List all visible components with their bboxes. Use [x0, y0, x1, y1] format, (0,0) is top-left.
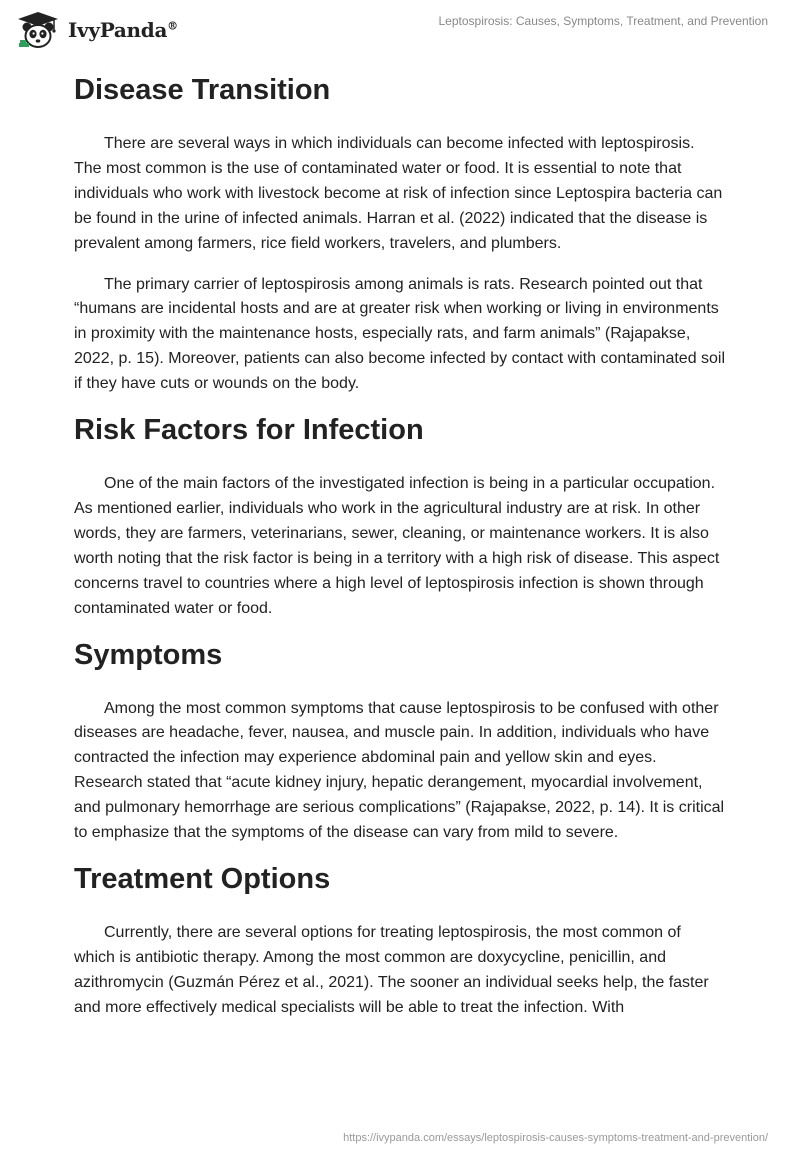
paragraph: One of the main factors of the investigated infection is being in a particular occupation. As mentioned earlier, individuals who work in the agricultural industry are at risk. In other words, they are farmers, veterinarians, sewer, cleaning, or maintenance workers. It is also worth noting that the risk factor is being in a territory with a high risk of disease. This aspect concerns travel to countries where a high level of leptospirosis infection is shown through contaminated water or food. — [74, 475, 720, 617]
section-heading: Risk Factors for Infection — [74, 414, 424, 447]
ivypanda-logo[interactable] — [14, 10, 178, 50]
section-symptoms — [74, 633, 726, 846]
source-url-link[interactable]: https://ivypanda.com/essays/leptospirosis-causes-symptoms-treatment-and-prevention/ — [343, 1132, 768, 1144]
section-heading: Symptoms — [74, 638, 223, 671]
registered-mark: ® — [167, 19, 178, 33]
paragraph: The primary carrier of leptospirosis among animals is rats. Research pointed out that “humans are incidental hosts and are at greater risk when working or living in environments in proximity with the maintenance hosts, especially rats, and farm animals” (Rajapakse, 2022, p. 15). Moreover, patients can also become infected by contact with contaminated soil if they have cuts or wounds on the body. — [74, 275, 726, 393]
logo-text: IvyPanda — [68, 18, 168, 42]
section-heading: Treatment Options — [74, 862, 331, 895]
section-treatment-options — [74, 857, 726, 1021]
paragraph: Among the most common symptoms that cause leptospirosis to be confused with other diseases are headache, fever, nausea, and muscle pain. In addition, individuals who have contracted the infection may experience abdominal pain and yellow skin and eyes. Research stated that “acute kidney injury, hepatic derangement, myocardial involvement, and pulmonary hemorrhage are serious complications” (Rajapakse, 2022, p. 14). It is critical to emphasize that the symptoms of the disease can vary from mild to severe. — [74, 699, 725, 842]
panda-graduate-icon — [14, 10, 62, 50]
section-disease-transition — [74, 68, 726, 397]
paragraph: There are several ways in which individuals can become infected with leptospirosis. The most common is the use of contaminated water or food. It is essential to note that individuals who work with livestock become at risk of infection since Leptospira bacteria can be found in the urine of infected animals. Harran et al. (2022) indicated that the disease is prevalent among farmers, rice field workers, travelers, and plumbers. — [74, 135, 723, 252]
essay-content — [74, 68, 726, 1021]
logo-wordmark — [68, 18, 178, 42]
document-title: Leptospirosis: Causes, Symptoms, Treatment, and Prevention — [438, 14, 768, 28]
section-heading: Disease Transition — [74, 74, 331, 106]
paragraph: Currently, there are several options for treating leptospirosis, the most common of which is antibiotic therapy. Among the most common are doxycycline, penicillin, and azithromycin (Guzmán Pérez et al., 2021). The sooner an individual seeks help, the faster and more effectively medical specialists will be able to treat the infection. With — [74, 923, 709, 1016]
section-risk-factors — [74, 408, 726, 621]
page-header — [0, 0, 800, 60]
